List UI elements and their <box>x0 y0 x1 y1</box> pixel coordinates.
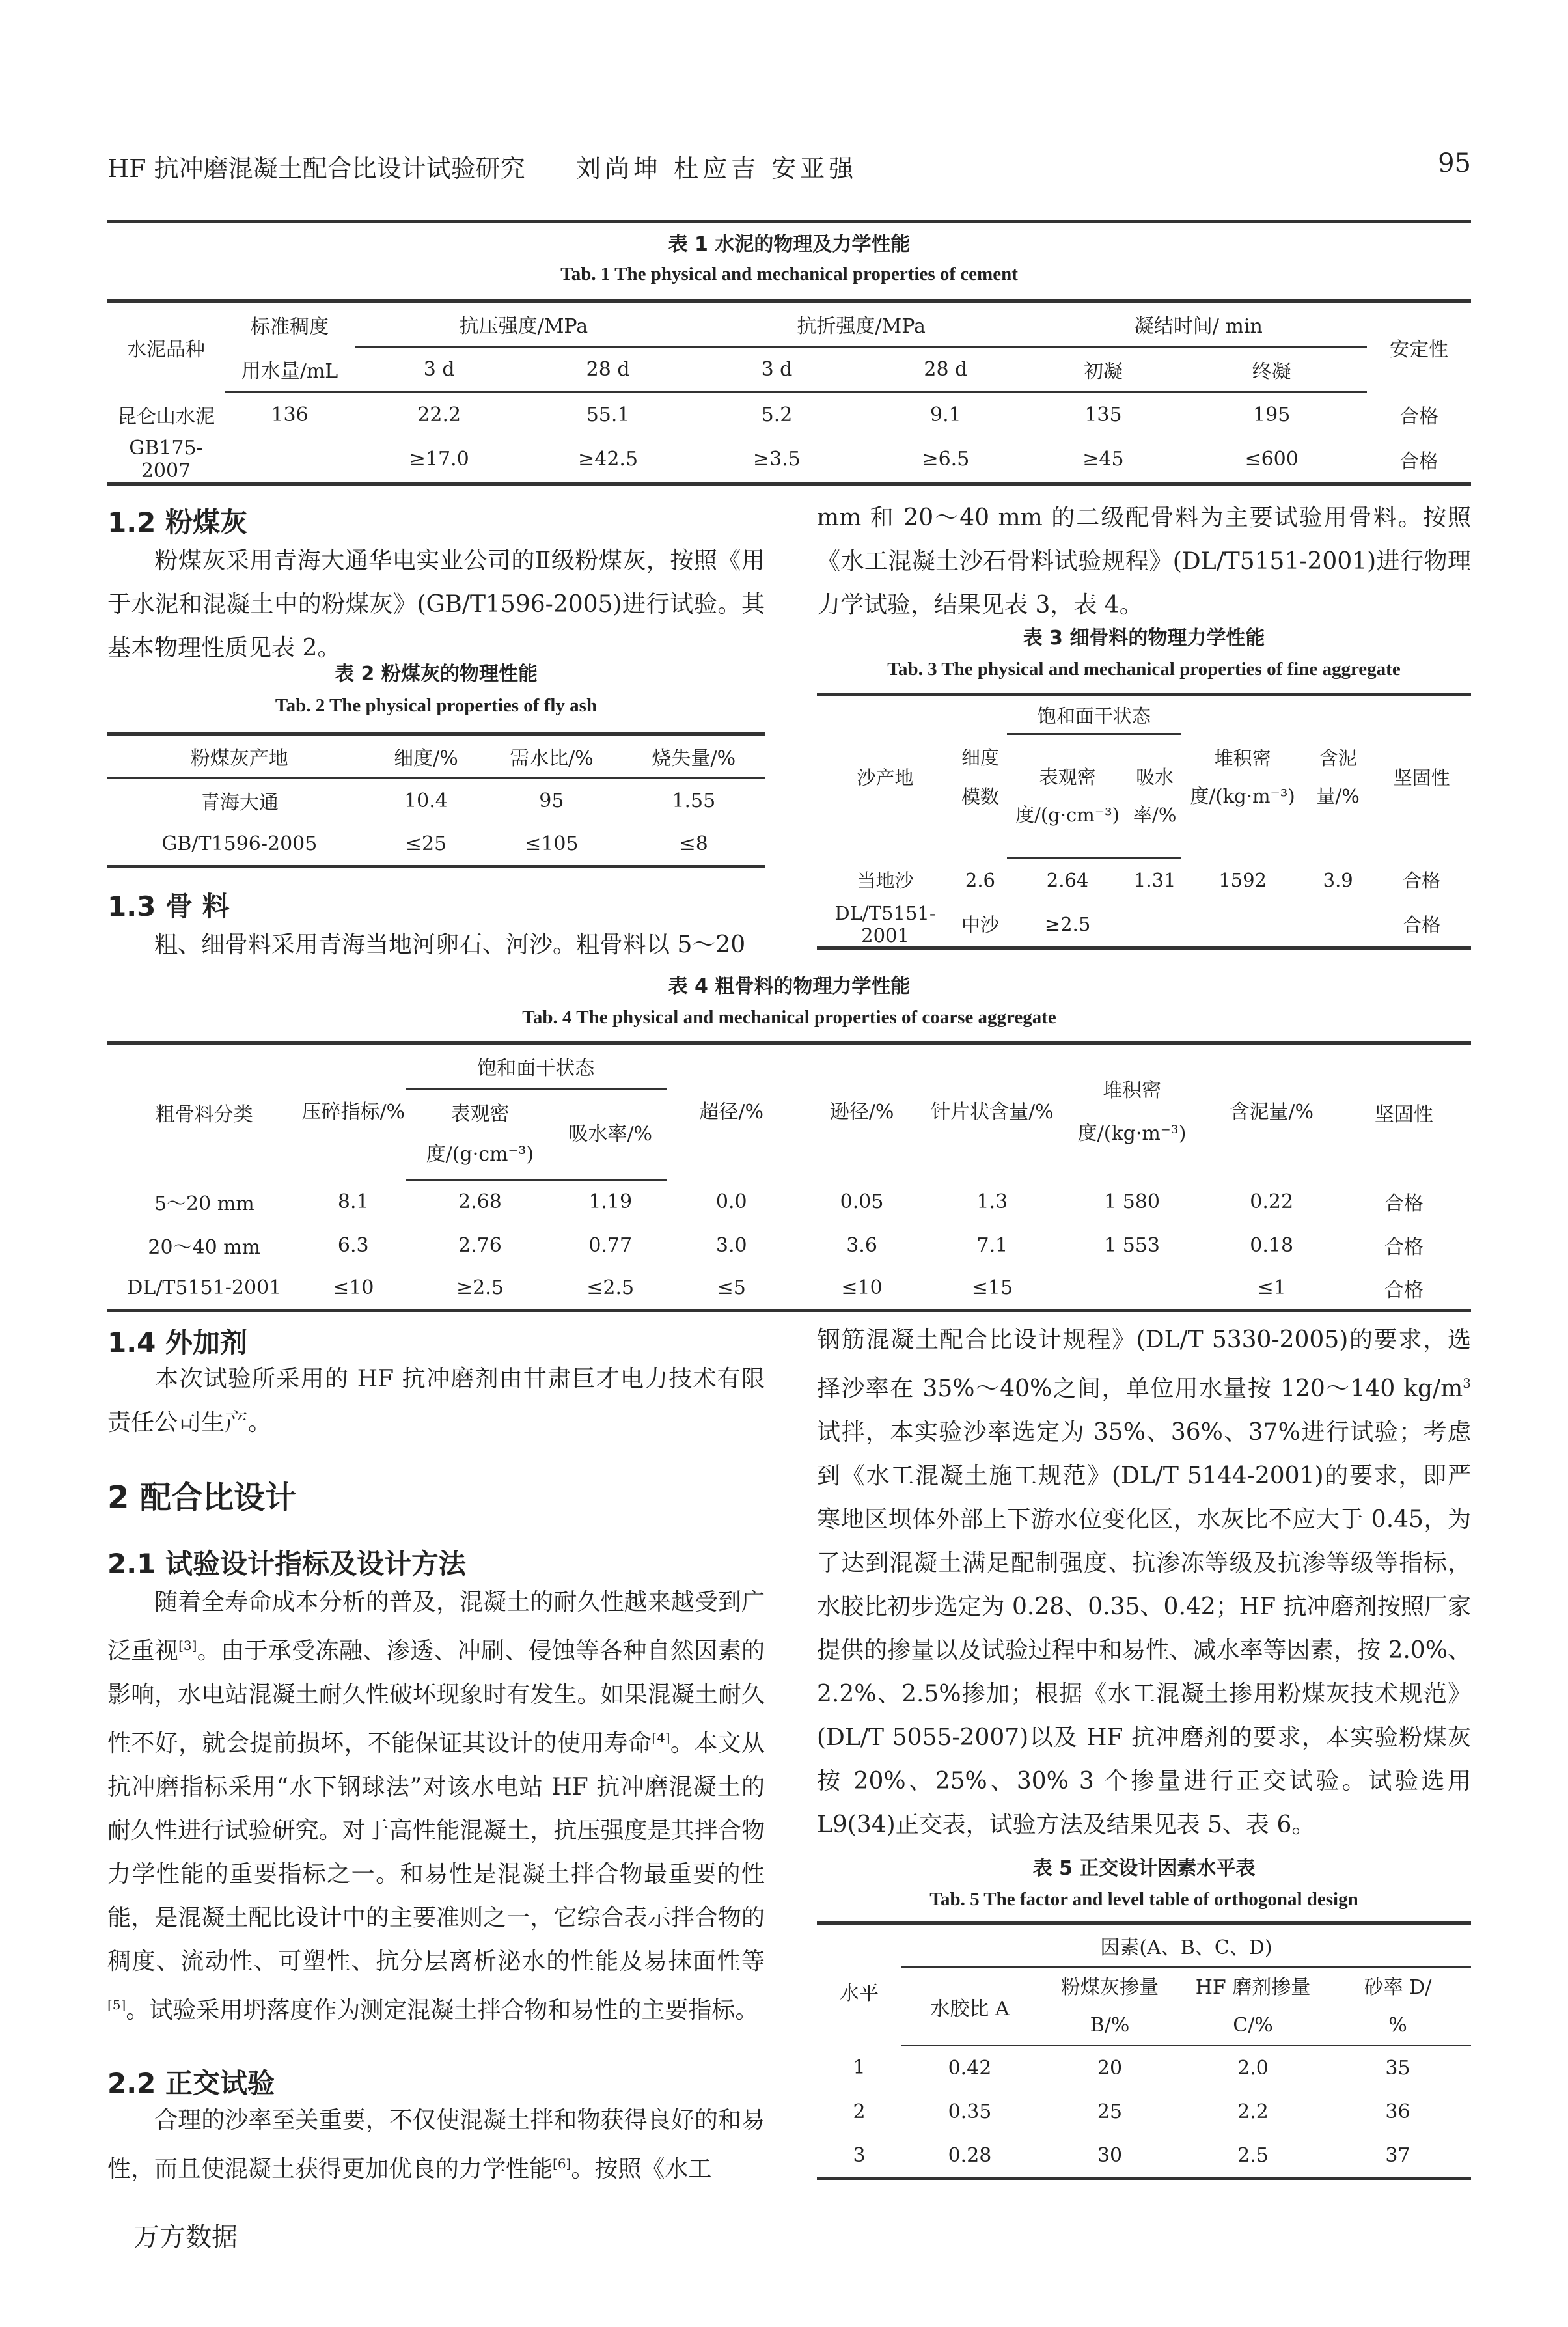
cell: 37 <box>1385 2143 1410 2167</box>
table4-caption-cn: 表 4 粗骨料的物理力学性能 <box>668 975 911 998</box>
table1 <box>107 299 1471 486</box>
cell: 5.2 <box>761 403 793 426</box>
t4-h-ssd: 饱和面干状态 <box>406 1043 667 1089</box>
t3-h-bulk-density: 堆积密度/(kg·m⁻³) <box>1190 747 1295 807</box>
section-2-1-paragraph <box>107 1580 765 2032</box>
cell: 0.35 <box>948 2100 992 2123</box>
cell: ≤25 <box>405 832 447 855</box>
cell: ≤1 <box>1257 1276 1286 1300</box>
cell <box>1058 1267 1207 1311</box>
cell: 3.6 <box>846 1233 877 1257</box>
citation-5: [5] <box>107 1997 126 2013</box>
cell: 6.3 <box>337 1233 369 1257</box>
t5-h-d-line2: % <box>1388 2013 1407 2037</box>
cell: ≥2.5 <box>456 1276 504 1300</box>
t2-h-water-ratio: 需水比/% <box>480 734 622 778</box>
cell: 1.55 <box>672 789 716 812</box>
table-row <box>107 1180 1471 1224</box>
t1-h-setting: 凝结时间/ min <box>1030 301 1367 347</box>
cell: 195 <box>1253 403 1291 426</box>
table-row <box>817 902 1471 948</box>
running-authors: 刘尚坤 杜应吉 安亚强 <box>576 154 858 183</box>
section-1-3-heading: 1.3 骨 料 <box>107 890 230 922</box>
cell: 0.22 <box>1250 1190 1294 1213</box>
cell: ≤2.5 <box>586 1276 635 1300</box>
cell: DL/T5151-2001 <box>127 1276 282 1300</box>
cell: 0.05 <box>840 1190 884 1213</box>
table-row <box>817 858 1471 902</box>
table5-caption-en: Tab. 5 The factor and level table of orthogonal design <box>929 1889 1358 1910</box>
cell <box>1181 902 1304 948</box>
t5-h-level: 水平 <box>840 1982 879 2005</box>
cell: 2 <box>853 2100 866 2123</box>
t1-h-soundness: 安定性 <box>1390 338 1448 361</box>
t3-h-soundness: 坚固性 <box>1393 767 1450 790</box>
cell: ≥42.5 <box>578 448 639 471</box>
table2-caption-en: Tab. 2 The physical properties of fly ash <box>275 695 598 716</box>
superscript: 3 <box>1463 1375 1471 1391</box>
t5-h-a: 水胶比 A <box>901 1968 1038 2046</box>
section-1-2-heading: 1.2 粉煤灰 <box>107 506 248 538</box>
running-title: HF 抗冲磨混凝土配合比设计试验研究 <box>107 154 525 183</box>
table-row <box>107 778 765 823</box>
cell: 1 580 <box>1104 1190 1160 1213</box>
t1-h-consistency-1: 标准稠度 <box>251 315 329 338</box>
cell: 2.2 <box>1237 2100 1269 2123</box>
cell: 3 <box>853 2143 866 2167</box>
cell: ≥6.5 <box>922 448 970 471</box>
t1-h-variety: 水泥品种 <box>127 338 205 361</box>
table1-caption-en: Tab. 1 The physical and mechanical properties of cement <box>560 264 1018 284</box>
section-1-3-paragraph-left <box>107 923 765 967</box>
cell: ≥3.5 <box>753 448 801 471</box>
paragraph-text: 。按照《水工 <box>571 2156 712 2182</box>
cell <box>225 437 355 484</box>
paragraph-text: 钢筋混凝土配合比设计规程》(DL/T 5330-2005)的要求，选择沙率在 35%～40%之间，单位用水量按 120～140 kg/m <box>817 1327 1471 1402</box>
t2-h-origin: 粉煤灰产地 <box>107 734 372 778</box>
section-1-4-heading: 1.4 外加剂 <box>107 1327 248 1358</box>
table-row <box>817 2046 1471 2090</box>
t4-h-flaky: 针片状含量/% <box>931 1100 1054 1123</box>
cell: ≤8 <box>679 832 708 855</box>
cell: 昆仑山水泥 <box>117 405 215 428</box>
t1-h-initial: 初凝 <box>1030 347 1177 392</box>
paragraph-text: 试拌，本实验沙率选定为 35%、36%、37%进行试验；考虑到《水工混凝土施工规范》(DL/T 5144-2001)的要求，即严寒地区坝体外部上下游水位变化区，水灰比不应大于 0.45，为了达到混凝土满足配制强度、抗渗冻等级及抗渗等级等指标，水胶比初步选定为 0.28、0.35、0.42；HF 抗冲磨剂按照厂家提供的掺量以及试验过程中和易性、减水率等因素，按 2.0%、2.2%、2.5%掺加；根据《水工混凝土掺用粉煤灰技术规范》(DL/T 5055-2007)以及 HF 抗冲磨剂的要求，本实验粉煤灰按 20%、25%、30% 3 个掺量进行正交试验。试验选用 L9(34)正交表，试验方法及结果见表 5、表 6。 <box>817 1419 1471 1838</box>
table-row <box>107 823 765 867</box>
t4-h-undersize: 逊径/% <box>829 1100 894 1123</box>
cell: 合格 <box>1384 1236 1424 1259</box>
cell: 20 <box>1097 2056 1123 2080</box>
paragraph-text: 。试验采用坍落度作为测定混凝土拌合物和易性的主要指标。 <box>126 1997 759 2024</box>
cell: 1 <box>853 2056 866 2079</box>
section-2-heading: 2 配合比设计 <box>107 1480 297 1516</box>
citation-3: [3] <box>178 1638 197 1653</box>
cell: 2.6 <box>965 868 995 891</box>
cell: 0.77 <box>588 1233 633 1257</box>
cell: 10.4 <box>404 789 448 812</box>
table-row <box>107 392 1471 437</box>
cell <box>1304 902 1372 948</box>
t1-h-final: 终凝 <box>1176 347 1367 392</box>
table4-caption-en: Tab. 4 The physical and mechanical properties of coarse aggregate <box>522 1007 1056 1028</box>
cell: 合格 <box>1403 870 1441 892</box>
table-row <box>107 1224 1471 1267</box>
cell: 0.18 <box>1250 1233 1294 1257</box>
cell: 135 <box>1084 403 1122 426</box>
t4-h-category: 粗骨料分类 <box>155 1103 253 1126</box>
paragraph-text: 随着全寿命成本分析的普及，混凝土的耐久性越来越受到广泛重视 <box>107 1589 765 1664</box>
cell: 136 <box>271 403 309 426</box>
cell: 1.19 <box>588 1191 633 1214</box>
cell: 20～40 mm <box>148 1236 261 1259</box>
cell: 1.3 <box>976 1190 1008 1213</box>
cell: 5～20 mm <box>154 1192 254 1215</box>
section-1-3-paragraph-right: mm 和 20～40 mm 的二级配骨料为主要试验用骨料。按照《水工混凝土沙石骨料试验规程》(DL/T5151-2001)进行物理力学试验，结果见表 3，表 4。 <box>817 504 1471 618</box>
table-row <box>107 1267 1471 1311</box>
cell: 0.28 <box>948 2143 992 2167</box>
t1-h-flex-28d: 28 d <box>861 347 1030 392</box>
cell: ≥45 <box>1082 448 1124 471</box>
cell: 当地沙 <box>857 870 914 892</box>
table3-caption-en: Tab. 3 The physical and mechanical properties of fine aggregate <box>887 659 1401 680</box>
cell: ≤15 <box>971 1276 1013 1300</box>
t5-h-b-line1: 粉煤灰掺量 <box>1061 1976 1159 1999</box>
t4-h-crushing: 压碎指标/% <box>301 1100 406 1123</box>
cell: 3.0 <box>715 1233 747 1257</box>
t1-h-comp-3d: 3 d <box>355 347 523 392</box>
paragraph-text: 合理的沙率至关重要，不仅使混凝土拌和物获得良好的和易性，而且使混凝土获得更加优良的力学性能 <box>107 2107 765 2182</box>
cell: 中沙 <box>961 914 999 936</box>
cell: 2.68 <box>458 1191 502 1214</box>
cell: 2.5 <box>1237 2143 1269 2167</box>
t5-h-d <box>1325 1968 1471 2046</box>
section-2-2-paragraph <box>107 2099 765 2191</box>
cell: ≤5 <box>717 1276 746 1300</box>
t3-h-fineness: 细度模数 <box>961 746 999 808</box>
t1-h-comp-28d: 28 d <box>523 347 692 392</box>
cell: 3.9 <box>1323 868 1353 891</box>
section-2-2-heading: 2.2 正交试验 <box>107 2067 275 2099</box>
cell: 2.76 <box>458 1233 502 1257</box>
t5-h-d-line1: 砂率 D/ <box>1364 1976 1432 1999</box>
t3-h-origin: 沙产地 <box>857 767 914 790</box>
t4-h-soundness: 坚固性 <box>1374 1103 1433 1126</box>
t3-h-ssd: 饱和面干状态 <box>1007 695 1181 734</box>
cell: 0.42 <box>948 2056 992 2080</box>
table5 <box>817 1921 1471 2180</box>
cell: 1592 <box>1218 868 1267 891</box>
cell: 9.1 <box>930 403 961 426</box>
cell: 36 <box>1385 2100 1410 2123</box>
t3-h-apparent-density: 表观密度/(g·cm⁻³) <box>1007 734 1129 858</box>
t3-h-mud: 含泥量/% <box>1316 747 1360 807</box>
cell: 1 553 <box>1104 1233 1160 1257</box>
cell: ≤10 <box>333 1276 374 1300</box>
t1-h-flexural: 抗折强度/MPa <box>693 301 1030 347</box>
table5-caption-cn: 表 5 正交设计因素水平表 <box>1032 1857 1256 1880</box>
cell <box>1128 902 1181 948</box>
cell: ≤600 <box>1245 448 1299 471</box>
cell: GB/T1596-2005 <box>161 832 318 855</box>
table3 <box>817 693 1471 950</box>
cell: 合格 <box>1399 405 1438 428</box>
t3-h-absorption: 吸水率/% <box>1128 734 1181 858</box>
table2-caption-cn: 表 2 粉煤灰的物理性能 <box>335 663 538 685</box>
cell: 合格 <box>1399 450 1438 473</box>
cell: 合格 <box>1384 1192 1424 1215</box>
table-row <box>107 437 1471 484</box>
cell: ≤105 <box>525 832 579 855</box>
section-2-1-heading: 2.1 试验设计指标及设计方法 <box>107 1548 467 1580</box>
cell: ≤10 <box>841 1276 883 1300</box>
cell: 青海大通 <box>200 792 279 815</box>
cell: 合格 <box>1384 1278 1424 1302</box>
t4-h-absorption: 吸水率/% <box>555 1089 667 1180</box>
table-row <box>817 2134 1471 2179</box>
cell: 7.1 <box>976 1233 1008 1257</box>
section-1-4-paragraph <box>107 1357 765 1444</box>
t5-h-b <box>1038 1968 1181 2046</box>
paragraph-text: 。本文从抗冲磨指标采用“水下钢球法”对该水电站 HF 抗冲磨混凝土的耐久性进行试验研究。对于高性能混凝土，抗压强度是其拌合物力学性能的重要指标之一。和易性是混凝土拌合物最重要的性能，是混凝土配比设计中的主要准则之一，它综合表示拌合物的稠度、流动性、可塑性、抗分层离析泌水的性能及易抹面性等 <box>107 1730 765 1975</box>
t4-h-mud: 含泥量/% <box>1230 1100 1314 1123</box>
t1-h-flex-3d: 3 d <box>693 347 861 392</box>
cell: GB175-2007 <box>129 436 203 482</box>
t5-h-b-line2: B/% <box>1090 2013 1130 2037</box>
paragraph-text: 粗、细骨料采用青海当地河卵石、河沙。粗骨料以 5～20 <box>154 931 746 958</box>
t2-h-loss: 烧失量/% <box>623 734 765 778</box>
table4 <box>107 1041 1471 1312</box>
cell: 1.31 <box>1133 869 1176 892</box>
header-rule <box>107 220 1471 223</box>
cell: ≥2.5 <box>1044 913 1091 935</box>
running-header <box>107 148 1471 187</box>
cell: DL/T5151-2001 <box>834 902 936 946</box>
section-1-2-paragraph <box>107 539 765 670</box>
table1-caption-cn: 表 1 水泥的物理及力学性能 <box>668 233 911 256</box>
t4-h-bulk-density: 堆积密度/(kg·m⁻³) <box>1077 1079 1187 1145</box>
cell: 8.1 <box>337 1190 369 1213</box>
t5-h-c-line1: HF 磨剂掺量 <box>1195 1976 1311 1999</box>
table2 <box>107 732 765 868</box>
cell: 合格 <box>1403 914 1441 936</box>
cell: 30 <box>1097 2143 1123 2167</box>
cell: ≥17.0 <box>409 448 469 471</box>
cell: 2.0 <box>1237 2056 1269 2080</box>
t1-h-consistency-2: 用水量/mL <box>225 347 355 392</box>
cell: 55.1 <box>586 403 630 426</box>
paragraph-text: 本次试验所采用的 HF 抗冲磨剂由甘肃巨才电力技术有限责任公司生产。 <box>107 1366 765 1436</box>
t5-h-factors: 因素(A、B、C、D) <box>901 1923 1471 1968</box>
paragraph-text: 。由于承受冻融、渗透、冲刷、侵蚀等各种自然因素的影响，水电站混凝土耐久性破坏现象时有发生。如果混凝土耐久性不好，就会提前损坏，不能保证其设计的使用寿命 <box>107 1638 765 1757</box>
citation-6: [6] <box>553 2156 571 2171</box>
section-2-2-paragraph-right <box>817 1318 1471 1847</box>
page-number: 95 <box>1438 148 1471 178</box>
table3-caption-cn: 表 3 细骨料的物理力学性能 <box>1023 627 1265 650</box>
cell: 25 <box>1097 2100 1123 2123</box>
t4-h-oversize: 超径/% <box>699 1100 764 1123</box>
cell: 0.0 <box>715 1190 747 1213</box>
footer-watermark: 万方数据 <box>133 2222 238 2252</box>
cell: 95 <box>539 789 564 812</box>
paragraph-text: 粉煤灰采用青海大通华电实业公司的Ⅱ级粉煤灰，按照《用于水泥和混凝土中的粉煤灰》(GB/T1596-2005)进行试验。其基本物理性质见表 2。 <box>107 547 765 661</box>
cell: 35 <box>1385 2056 1410 2080</box>
t5-h-c <box>1181 1968 1325 2046</box>
t4-h-apparent-density: 表观密度/(g·cm⁻³) <box>406 1089 555 1180</box>
t1-h-compressive: 抗压强度/MPa <box>355 301 693 347</box>
table-row <box>817 2090 1471 2134</box>
t2-h-fineness: 细度/% <box>372 734 480 778</box>
cell: 2.64 <box>1046 869 1089 892</box>
citation-4: [4] <box>652 1730 670 1746</box>
t5-h-c-line2: C/% <box>1233 2013 1273 2037</box>
cell: 22.2 <box>417 403 461 426</box>
